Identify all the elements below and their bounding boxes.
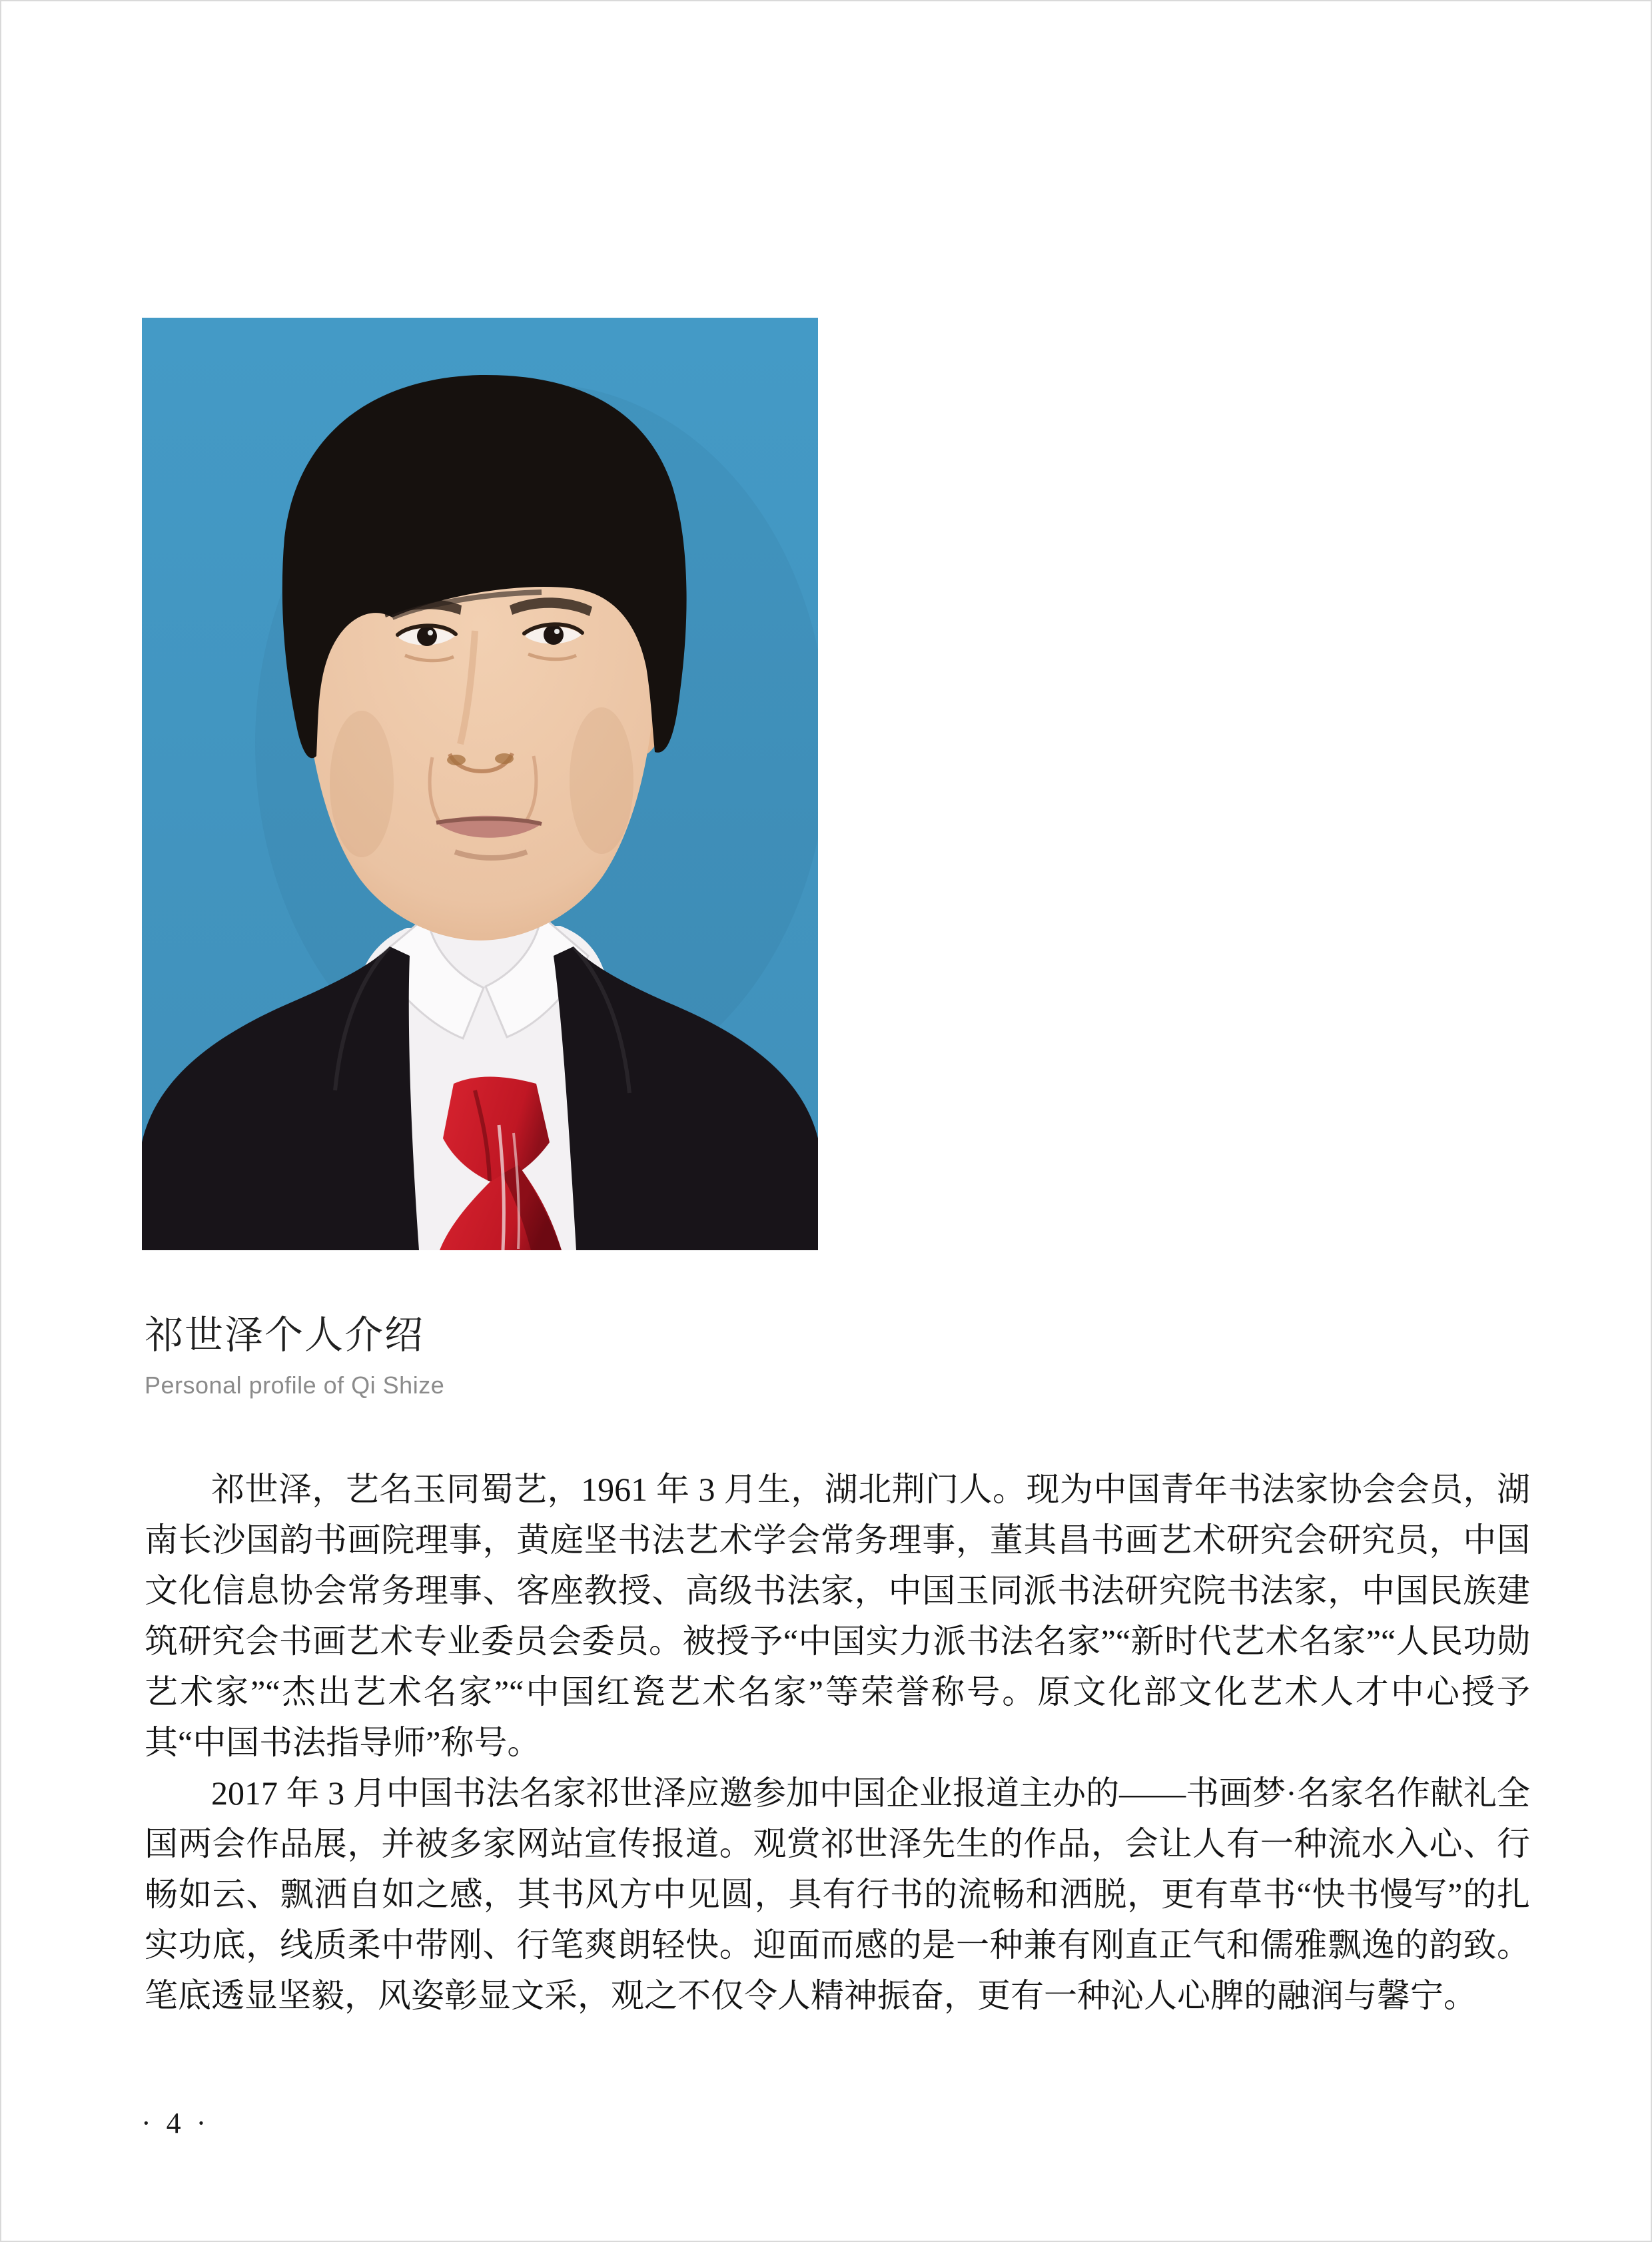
section-header [145,1313,444,1399]
profile-text [145,1464,1530,2021]
profile-paragraph-2: 2017 年 3 月中国书法名家祁世泽应邀参加中国企业报道主办的——书画梦·名家名作献礼全国两会作品展，并被多家网站宣传报道。观赏祁世泽先生的作品，会让人有一种流水入心、行畅如云、飘洒自如之感，其书风方中见圆，具有行书的流畅和洒脱，更有草书“快书慢写”的扎实功底，线质柔中带刚、行笔爽朗轻快。迎面而感的是一种兼有刚直正气和儒雅飘逸的韵致。笔底透显坚毅，风姿彰显文采，观之不仅令人精神振奋，更有一种沁人心脾的融润与馨宁。 [145,1774,1530,2014]
page-title: 祁世泽个人介绍 [145,1313,425,1357]
portrait-photo [142,318,818,1250]
profile-paragraph-1: 祁世泽，艺名玉同蜀艺，1961 年 3 月生，湖北荆门人。现为中国青年书法家协会会员，湖南长沙国韵书画院理事，黄庭坚书法艺术学会常务理事，董其昌书画艺术研究会研究员，中国文化信息协会常务理事、客座教授、高级书法家，中国玉同派书法研究院书法家，中国民族建筑研究会书画艺术专业委员会委员。被授予“中国实力派书法名家”“新时代艺术名家”“人民功勋艺术家”“杰出艺术名家”“中国红瓷艺术名家”等荣誉称号。原文化部文化艺术人才中心授予其“中国书法指导师”称号。 [145,1471,1530,1761]
page-subtitle: Personal profile of Qi Shize [145,1371,445,1399]
portrait-illustration [142,318,818,1250]
page-number: · 4 · [141,2107,210,2139]
